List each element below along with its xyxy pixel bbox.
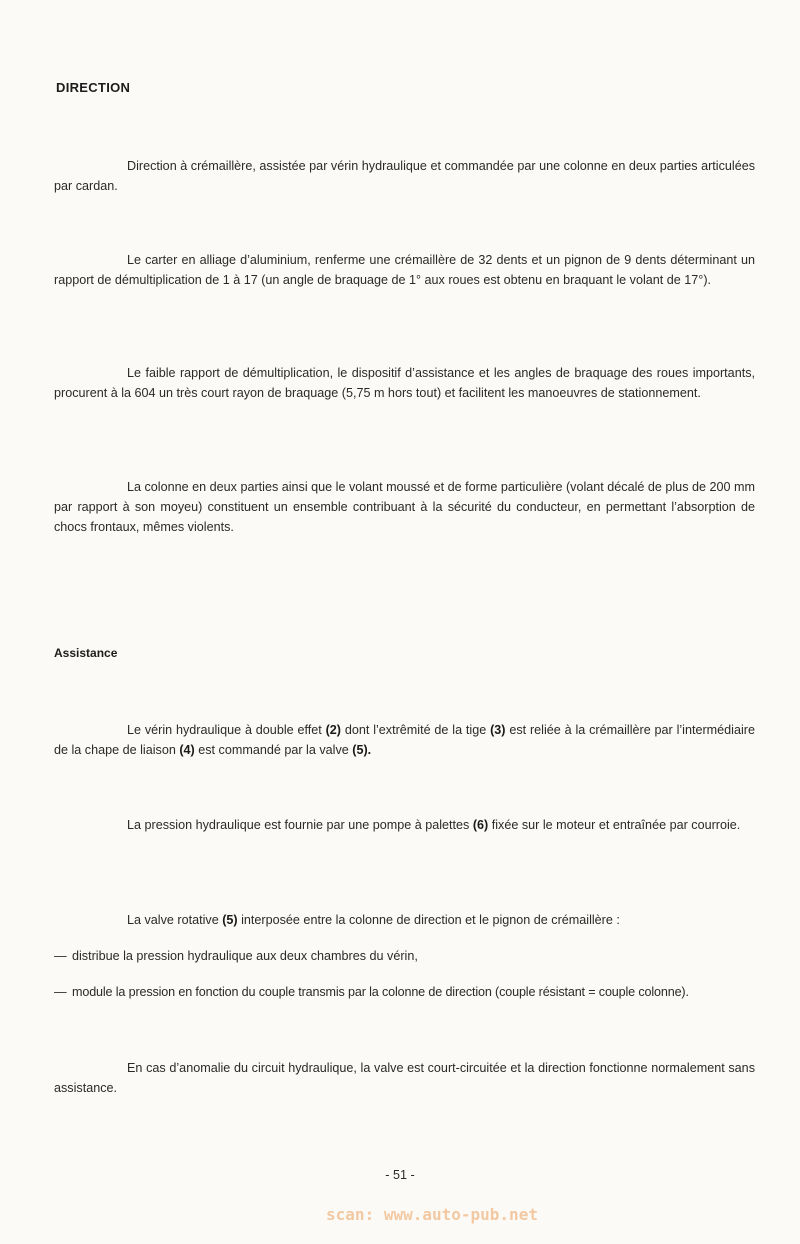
paragraph-valve-rotative: La valve rotative (5) interposée entre la colonne de direction et le pignon de crémaillère :	[127, 913, 620, 927]
paragraph-rayon-braquage: Le faible rapport de démultiplication, le dispositif d’assistance et les angles de braquage des roues importants, procurent à la 604 un très court rayon de braquage (5,75 m hors tout) et facilitent les manoeuvres de stationnement.	[54, 366, 755, 400]
paragraph-direction-type: Direction à crémaillère, assistée par vérin hydraulique et commandée par une colonne en deux parties articulées par cardan.	[54, 159, 755, 193]
paragraph-verin: Le vérin hydraulique à double effet (2) dont l’extrêmité de la tige (3) est reliée à la crémaillère par l’intermédiaire de la chape de liaison (4) est commandé par la valve (5).	[54, 723, 755, 757]
list-item: — module la pression en fonction du couple transmis par la colonne de direction (couple résistant = couple colonne).	[54, 985, 689, 999]
paragraph-colonne-securite: La colonne en deux parties ainsi que le volant moussé et de forme particulière (volant décalé de plus de 200 mm par rapport à son moyeu) constituent un ensemble contribuant à la sécurité du conducteur, en permettant l’absorption de chocs frontaux, mêmes violents.	[54, 480, 755, 534]
scan-credit-watermark: scan: www.auto-pub.net	[326, 1205, 538, 1224]
section-heading-direction: DIRECTION	[56, 80, 131, 95]
section-heading-assistance: Assistance	[54, 646, 118, 660]
paragraph-carter: Le carter en alliage d’aluminium, renferme une crémaillère de 32 dents et un pignon de 9 dents déterminant un rapport de démultiplication de 1 à 17 (un angle de braquage de 1° aux roues est obtenu en braquant le volant de 17°).	[54, 253, 755, 287]
paragraph-anomalie: En cas d’anomalie du circuit hydraulique, la valve est court-circuitée et la direction fonctionne normalement sans assistance.	[54, 1061, 755, 1095]
paragraph-pompe: La pression hydraulique est fournie par une pompe à palettes (6) fixée sur le moteur et entraînée par courroie.	[127, 818, 741, 832]
list-item: — distribue la pression hydraulique aux deux chambres du vérin,	[54, 949, 418, 963]
page-number: - 51 -	[385, 1168, 415, 1182]
